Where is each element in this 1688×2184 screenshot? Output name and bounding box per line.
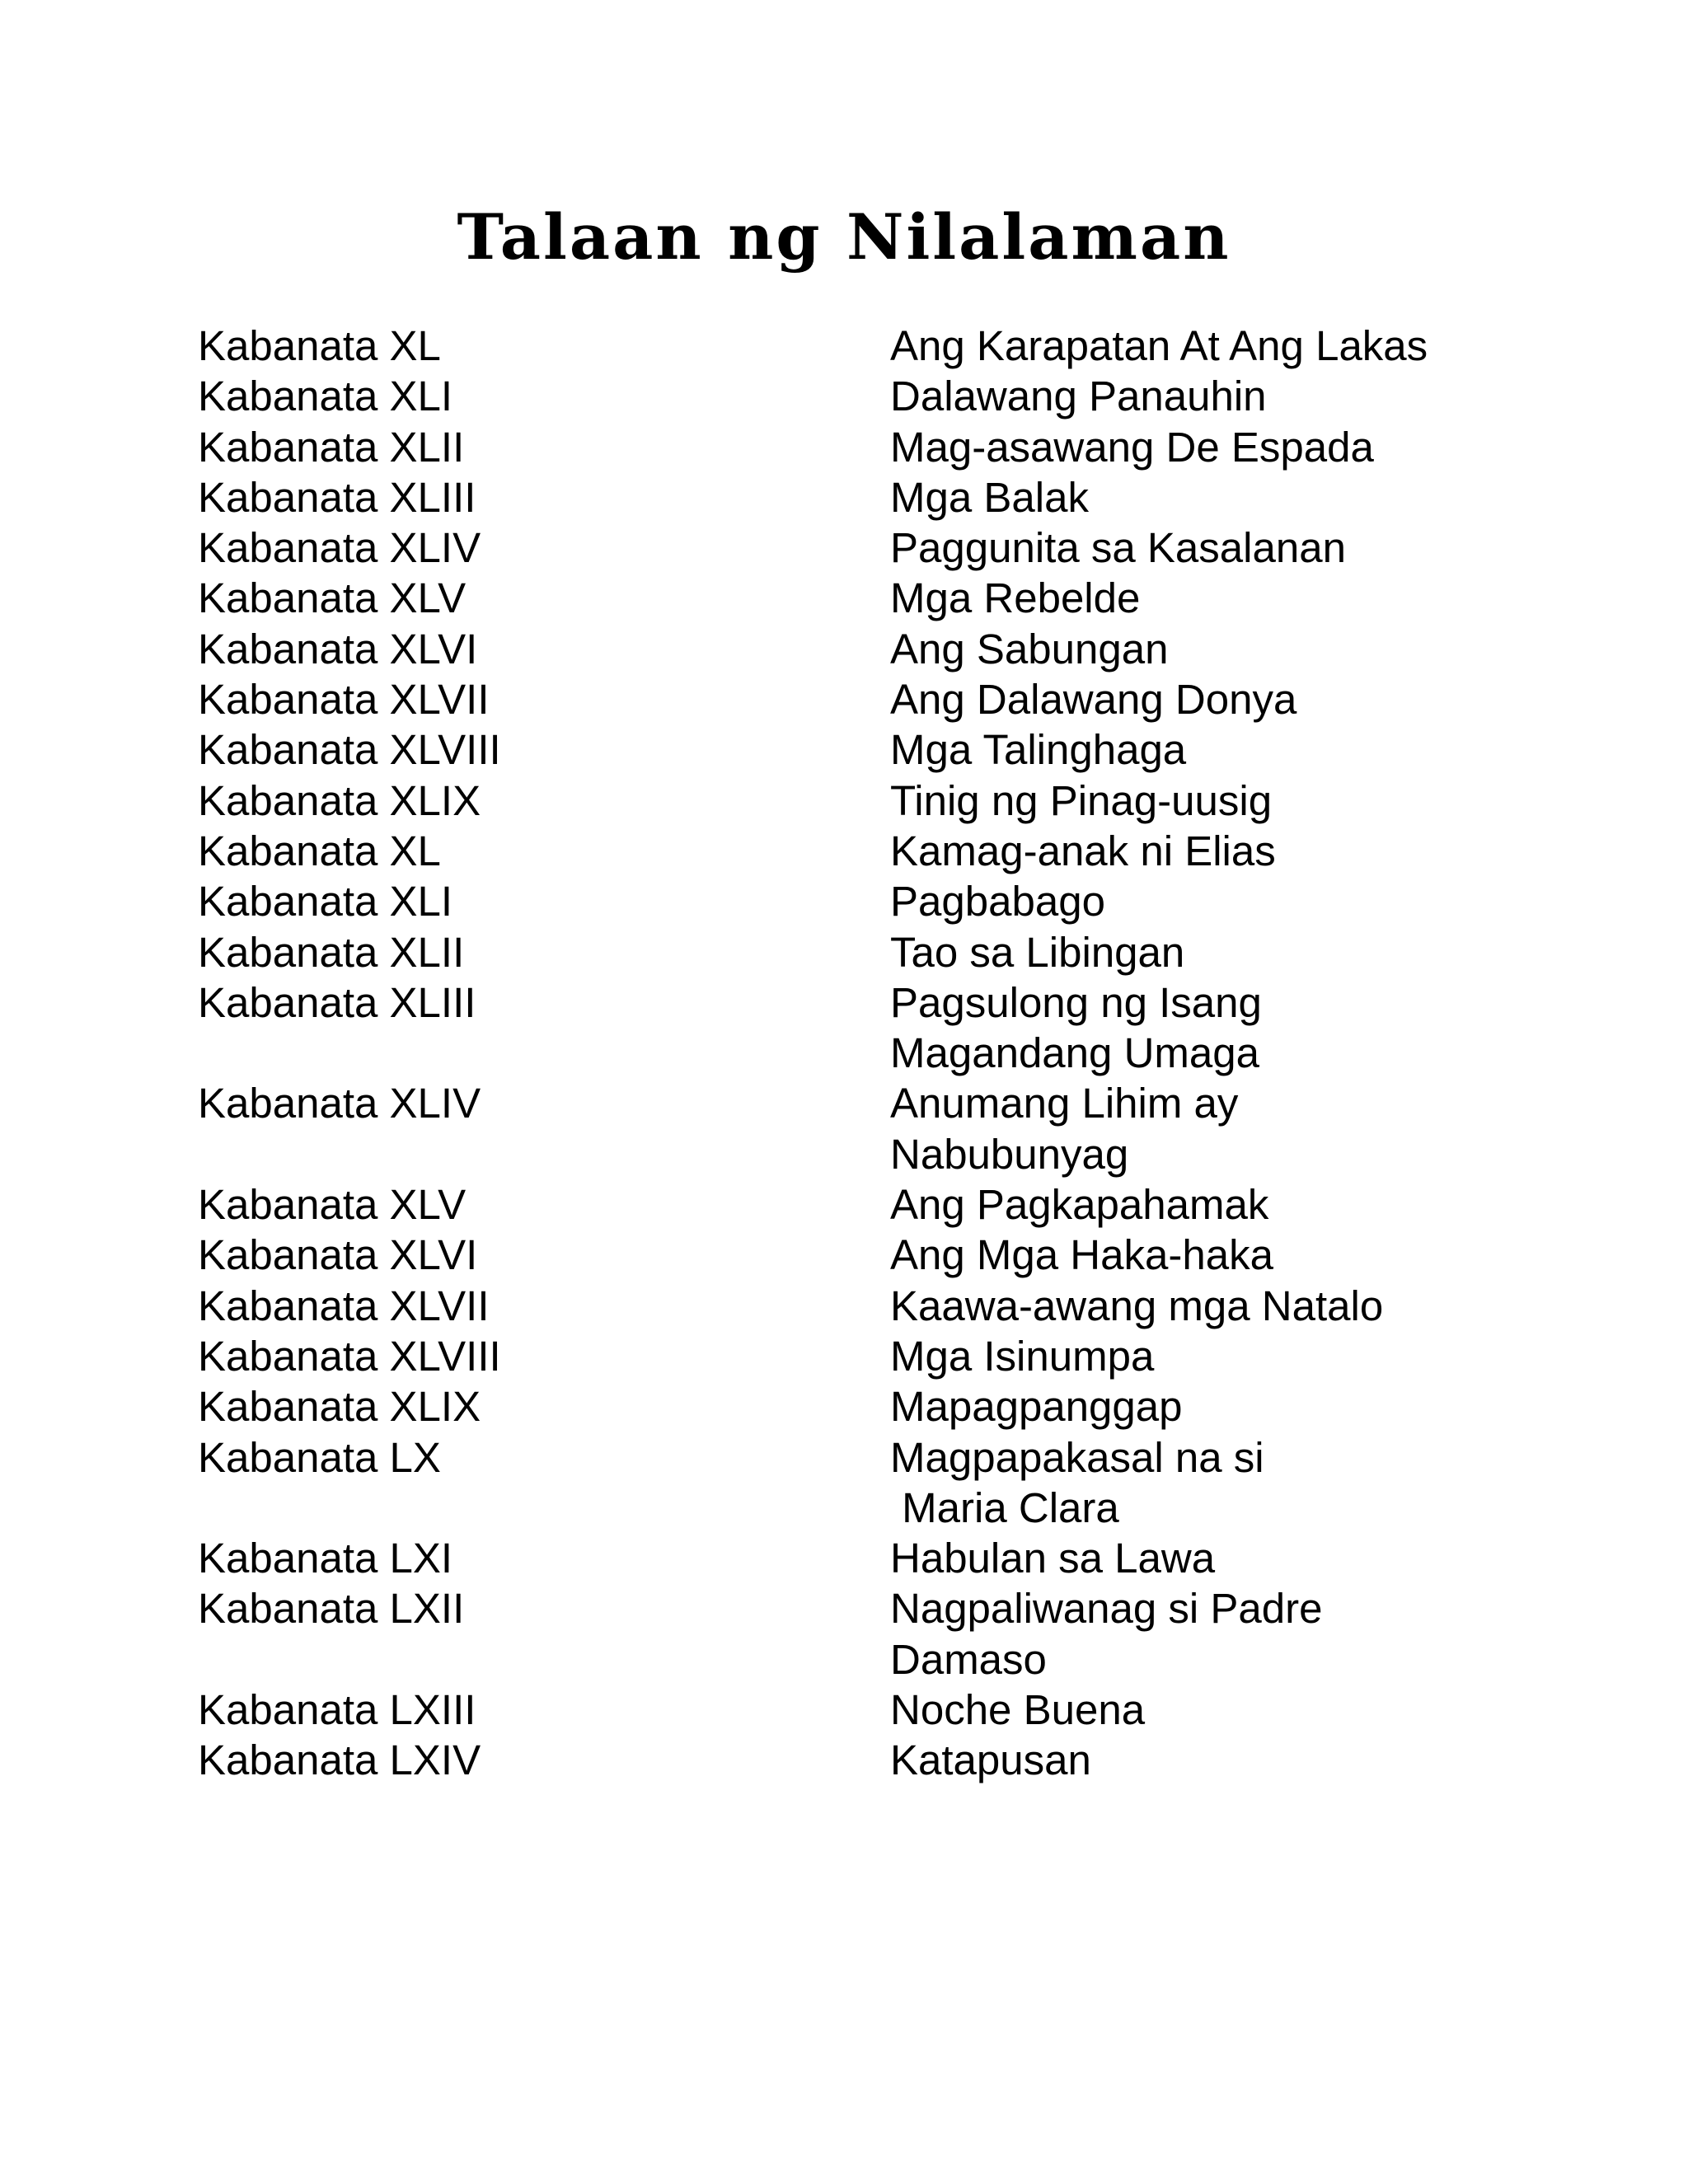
chapter-title-line: Kamag-anak ni Elias [890, 827, 1276, 874]
chapter-title [890, 674, 1533, 724]
chapter-title-line: Nabubunyag [890, 1130, 1129, 1178]
chapter-number: Kabanata XLII [198, 928, 465, 976]
chapter-number: Kabanata LX [198, 1433, 441, 1481]
chapter-title [890, 321, 1533, 371]
chapter-number: Kabanata LXII [198, 1585, 465, 1633]
toc-row [198, 1179, 1533, 1230]
chapter-title-line: Katapusan [890, 1736, 1091, 1784]
toc-row [198, 724, 1533, 775]
toc-row [198, 371, 1533, 421]
chapter-title [890, 724, 1533, 775]
toc-row [198, 1583, 1533, 1685]
chapter-title-line: Mga Talinghaga [890, 726, 1187, 774]
toc-row [198, 977, 1533, 1079]
chapter-number: Kabanata XLVI [198, 625, 478, 673]
chapter-number: Kabanata XLI [198, 373, 453, 420]
chapter-number: Kabanata XLV [198, 1181, 467, 1229]
chapter-title [890, 1685, 1533, 1735]
chapter-title-line: Anumang Lihim ay [890, 1080, 1239, 1127]
chapter-number: Kabanata XLIX [198, 1383, 481, 1431]
chapter-number: Kabanata XLIV [198, 524, 481, 572]
toc-row [198, 573, 1533, 623]
chapter-title [890, 1281, 1533, 1331]
chapter-title-line: Habulan sa Lawa [890, 1535, 1216, 1582]
chapter-title-line: Pagsulong ng Isang [890, 978, 1262, 1026]
toc-row [198, 1331, 1533, 1381]
toc-row [198, 927, 1533, 977]
chapter-title [890, 624, 1533, 674]
chapter-number: Kabanata LXI [198, 1535, 453, 1582]
chapter-title-line: Paggunita sa Kasalanan [890, 524, 1346, 572]
chapter-number: Kabanata LXIV [198, 1736, 481, 1784]
toc-row [198, 1533, 1533, 1583]
chapter-title-line: Ang Sabungan [890, 625, 1169, 673]
chapter-number: Kabanata XLVII [198, 676, 490, 724]
chapter-title-line: Tao sa Libingan [890, 928, 1185, 976]
chapter-title [890, 1179, 1533, 1230]
toc-row [198, 422, 1533, 472]
page-title: Talaan ng Nilalaman [457, 200, 1231, 274]
chapter-title [890, 927, 1533, 977]
chapter-number: Kabanata XLV [198, 574, 467, 622]
chapter-title [890, 776, 1533, 826]
chapter-number: Kabanata XL [198, 827, 441, 874]
chapter-number: Kabanata XLVIII [198, 726, 501, 774]
chapter-title [890, 1583, 1533, 1685]
chapter-title-line: Magpapakasal na si [890, 1433, 1264, 1481]
chapter-title [890, 523, 1533, 573]
toc-row [198, 472, 1533, 523]
toc-row [198, 776, 1533, 826]
chapter-title [890, 472, 1533, 523]
toc-row [198, 321, 1533, 371]
chapter-title-line: Ang Karapatan At Ang Lakas [890, 322, 1428, 369]
chapter-title [890, 371, 1533, 421]
chapter-number: Kabanata XLIII [198, 473, 476, 521]
toc-row [198, 1078, 1533, 1179]
chapter-number: Kabanata XLIV [198, 1080, 481, 1127]
toc-row [198, 826, 1533, 876]
toc-row [198, 674, 1533, 724]
chapter-title-line: Mga Balak [890, 473, 1089, 521]
chapter-number: Kabanata LXIII [198, 1686, 476, 1734]
chapter-number: Kabanata XLVIII [198, 1332, 501, 1380]
toc-row [198, 523, 1533, 573]
chapter-title [890, 1735, 1533, 1785]
chapter-title-line: Mga Isinumpa [890, 1332, 1155, 1380]
chapter-title-line: Ang Mga Haka-haka [890, 1231, 1273, 1279]
chapter-title [890, 876, 1533, 926]
chapter-number: Kabanata XLIII [198, 978, 476, 1026]
chapter-title [890, 1432, 1533, 1534]
chapter-title [890, 977, 1533, 1079]
toc-row [198, 624, 1533, 674]
chapter-title [890, 1078, 1533, 1179]
chapter-title-line: Nagpaliwanag si Padre [890, 1585, 1323, 1633]
toc-row [198, 1685, 1533, 1735]
chapter-title-line: Tinig ng Pinag-uusig [890, 776, 1273, 824]
toc-row [198, 1281, 1533, 1331]
toc-row [198, 1230, 1533, 1280]
chapter-title-line: Mapagpanggap [890, 1383, 1183, 1431]
table-of-contents [198, 321, 1533, 1786]
chapter-title [890, 1331, 1533, 1381]
chapter-number: Kabanata XLVII [198, 1282, 490, 1329]
chapter-title-line: Pagbabago [890, 878, 1105, 926]
chapter-title-line: Noche Buena [890, 1686, 1146, 1734]
toc-row [198, 876, 1533, 926]
chapter-number: Kabanata XLVI [198, 1231, 478, 1279]
chapter-title-line: Ang Dalawang Donya [890, 676, 1297, 724]
toc-row [198, 1735, 1533, 1785]
chapter-title [890, 422, 1533, 472]
chapter-number: Kabanata XL [198, 322, 441, 369]
chapter-title [890, 1533, 1533, 1583]
toc-row [198, 1432, 1533, 1534]
chapter-title-line: Mag-asawang De Espada [890, 423, 1374, 471]
chapter-title-line: Dalawang Panauhin [890, 373, 1267, 420]
chapter-title-line: Maria Clara [890, 1483, 1119, 1531]
chapter-number: Kabanata XLIX [198, 776, 481, 824]
chapter-title [890, 826, 1533, 876]
chapter-title [890, 573, 1533, 623]
chapter-title [890, 1230, 1533, 1280]
chapter-title-line: Kaawa-awang mga Natalo [890, 1282, 1384, 1329]
chapter-title-line: Magandang Umaga [890, 1029, 1259, 1077]
chapter-title-line: Mga Rebelde [890, 574, 1141, 622]
chapter-title-line: Ang Pagkapahamak [890, 1181, 1269, 1229]
chapter-number: Kabanata XLII [198, 423, 465, 471]
chapter-number: Kabanata XLI [198, 878, 453, 926]
chapter-title [890, 1381, 1533, 1432]
toc-row [198, 1381, 1533, 1432]
chapter-title-line: Damaso [890, 1635, 1047, 1683]
